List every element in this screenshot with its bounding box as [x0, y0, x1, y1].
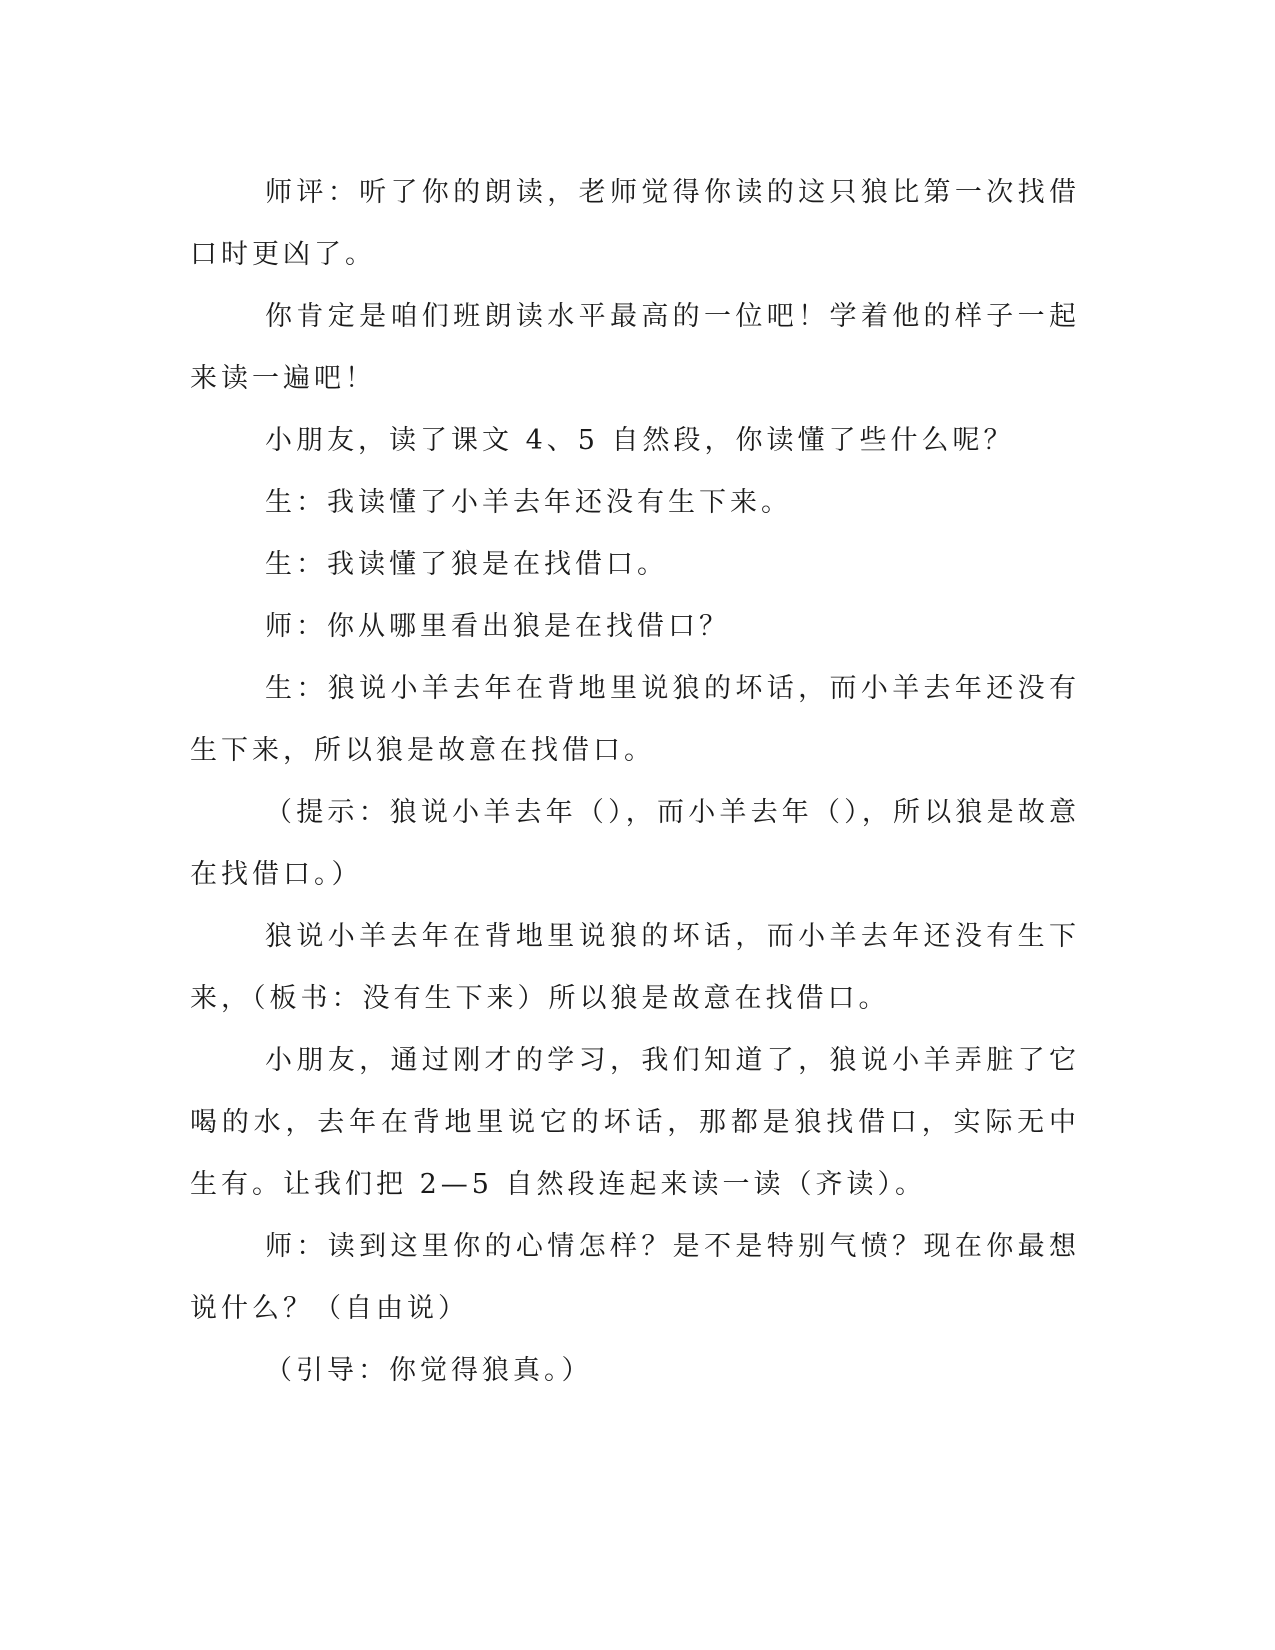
- paragraph-student-answer-3: 生：狼说小羊去年在背地里说狼的坏话，而小羊去年还没有生下来，所以狼是故意在找借口。: [190, 673, 1080, 766]
- paragraph-teacher-question: 师：你从哪里看出狼是在找借口？: [265, 611, 730, 642]
- paragraph-board-note: 狼说小羊去年在背地里说狼的坏话，而小羊去年还没有生下来，（板书：没有生下来）所以狼是故意在找借口。: [190, 921, 1080, 1014]
- paragraph-hint: （提示：狼说小羊去年（），而小羊去年（），所以狼是故意在找借口。）: [190, 797, 1080, 890]
- paragraph-student-answer-1: 生：我读懂了小羊去年还没有生下来。: [265, 487, 792, 518]
- paragraph-teacher-comment: 师评：听了你的朗读，老师觉得你读的这只狼比第一次找借口时更凶了。: [190, 177, 1080, 270]
- paragraph-teacher-feeling: 师：读到这里你的心情怎样？是不是特别气愤？现在你最想说什么？（自由说）: [190, 1231, 1080, 1324]
- paragraph-summary: 小朋友，通过刚才的学习，我们知道了，狼说小羊弄脏了它喝的水，去年在背地里说它的坏话，那都是狼找借口，实际无中生有。让我们把 2—5 自然段连起来读一读（齐读）。: [190, 1045, 1080, 1200]
- paragraph-question: 小朋友，读了课文 4、5 自然段，你读懂了些什么呢？: [265, 425, 1015, 456]
- paragraph-student-answer-2: 生：我读懂了狼是在找借口。: [265, 549, 668, 580]
- paragraph-guide: （引导：你觉得狼真。）: [265, 1355, 593, 1386]
- document-body: [190, 162, 1080, 1402]
- paragraph-praise: 你肯定是咱们班朗读水平最高的一位吧！学着他的样子一起来读一遍吧！: [190, 301, 1080, 394]
